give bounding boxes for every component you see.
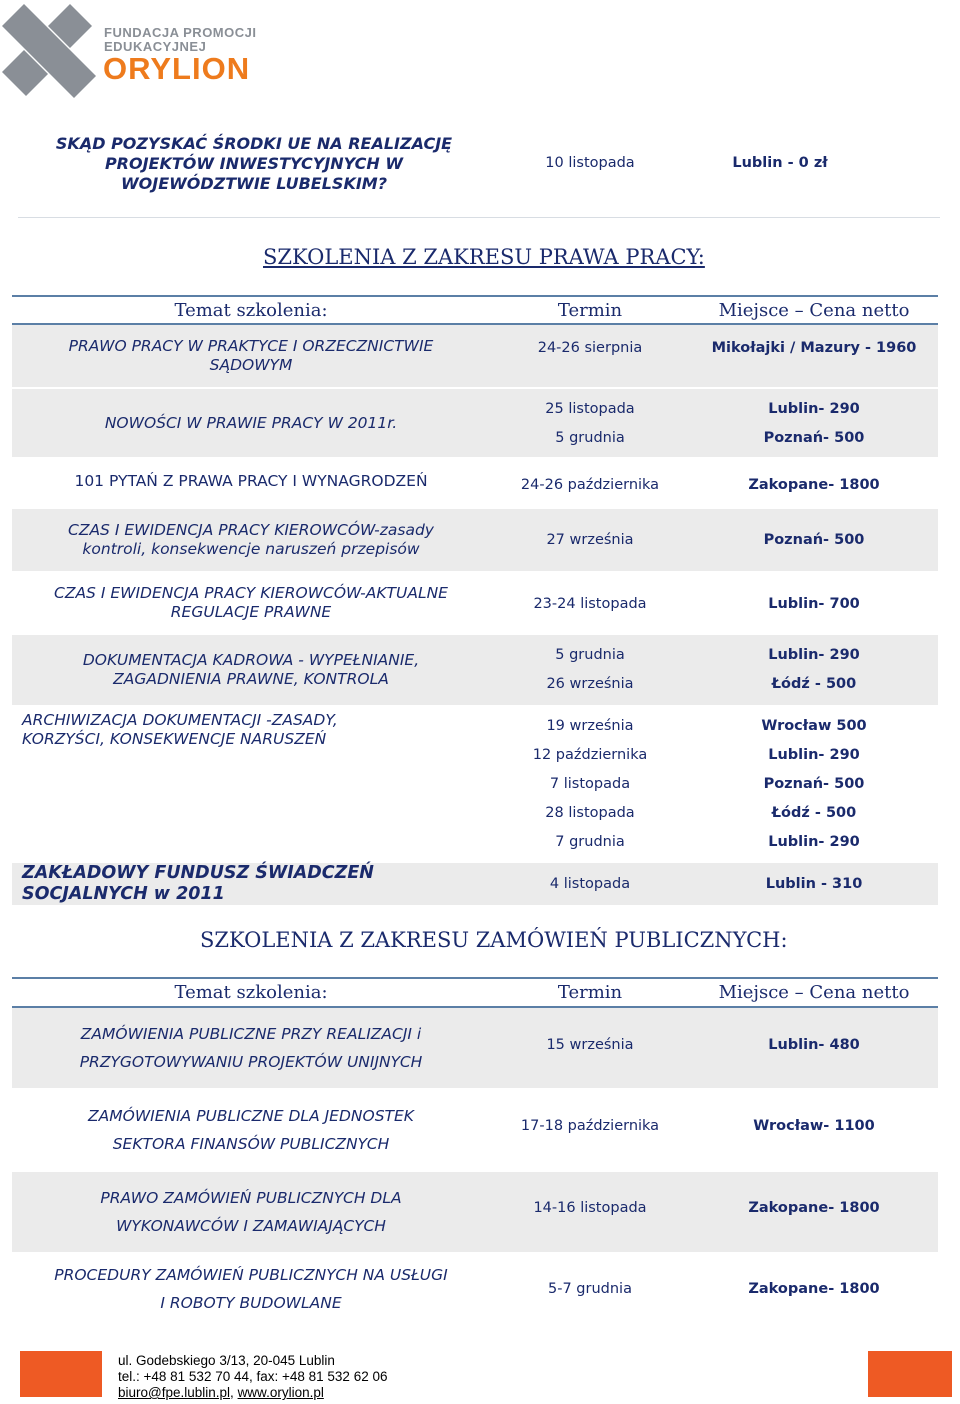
topic-line: SEKTORA FINANSÓW PUBLICZNYCH: [112, 1135, 390, 1153]
org-name-line1: FUNDACJA PROMOCJI: [104, 25, 257, 40]
table-row: [12, 635, 938, 705]
place-text: Łódź - 500: [771, 676, 857, 692]
topic-line: CZAS I EWIDENCJA PRACY KIEROWCÓW-AKTUALNE: [54, 584, 448, 602]
row-places: [690, 470, 938, 500]
org-name-brand: ORYLION: [103, 51, 251, 86]
row-topic: [12, 509, 490, 571]
topic-line: KORZYŚCI, KONSEKWENCJE NARUSZEŃ: [22, 730, 327, 748]
row-dates: [490, 869, 690, 899]
footer-contact: [118, 1385, 324, 1401]
topic-line: CZAS I EWIDENCJA PRACY KIEROWCÓW-zasady: [68, 521, 434, 539]
place-text: Wrocław 500: [761, 717, 867, 734]
header-topic: Temat szkolenia:: [174, 299, 328, 321]
topic-line: PRAWO PRACY W PRAKTYCE I ORZECZNICTWIE: [68, 337, 434, 355]
place-text: Mikołajki / Mazury - 1960: [711, 339, 917, 356]
row-dates: [490, 333, 690, 363]
intro-topic-line: WOJEWÓDZTWIE LUBELSKIM?: [121, 174, 387, 193]
row-places: [690, 395, 938, 453]
date-text: 23-24 listopada: [533, 595, 647, 612]
row-dates: [490, 1193, 690, 1223]
table-row: [12, 1008, 938, 1088]
row-dates: [490, 589, 690, 619]
table-row: [12, 1254, 938, 1334]
table-row: [12, 573, 938, 633]
header-term: Termin: [557, 981, 623, 1003]
org-name-line2: EDUKACYJNEJ: [104, 39, 207, 54]
header-term: Termin: [557, 299, 623, 321]
place-text: Zakopane- 1800: [748, 476, 880, 493]
date-text: 28 listopada: [545, 804, 635, 821]
date-text: 15 września: [546, 1036, 634, 1053]
intro-topic-line: SKĄD POZYSKAĆ ŚRODKI UE NA REALIZACJĘ: [55, 134, 453, 153]
row-topic: [12, 573, 490, 633]
date-text: 4 listopada: [549, 875, 631, 892]
footer-address: ul. Godebskiego 3/13, 20-045 Lublin: [118, 1353, 335, 1368]
topic-line: 101 PYTAŃ Z PRAWA PRACY I WYNAGRODZEŃ: [74, 471, 428, 490]
row-places: [690, 869, 938, 899]
topic-line: PROCEDURY ZAMÓWIEŃ PUBLICZNYCH NA USŁUGI: [54, 1266, 448, 1284]
intro-topic-line: PROJEKTÓW INWESTYCYJNYCH W: [104, 154, 404, 173]
place-text: Lublin - 0 zł: [732, 154, 828, 171]
row-topic: [12, 1008, 490, 1088]
topic-line: SOCJALNYCH w 2011: [22, 884, 225, 904]
place-text: Poznań- 500: [763, 430, 865, 446]
header-topic: Temat szkolenia:: [174, 981, 328, 1003]
topic-line: ZAMÓWIENIA PUBLICZNE DLA JEDNOSTEK: [88, 1107, 414, 1125]
place-text: Zakopane- 1800: [748, 1199, 880, 1216]
footer-accent-left: [20, 1351, 102, 1397]
topic-line: PRZYGOTOWYWANIU PROJEKTÓW UNIJNYCH: [79, 1053, 423, 1071]
place-text: Lublin- 290: [768, 401, 860, 417]
place-text: Łódź - 500: [771, 804, 857, 821]
row-topic: [12, 635, 490, 705]
row-places: [690, 333, 938, 363]
place-text: Zakopane- 1800: [748, 1280, 880, 1297]
table-row: [12, 863, 938, 905]
topic-line: NOWOŚCI W PRAWIE PRACY W 2011r.: [104, 413, 398, 432]
section-title-labor-law: SZKOLENIA Z ZAKRESU PRAWA PRACY:: [263, 245, 705, 269]
place-text: Lublin- 290: [768, 746, 860, 763]
row-places: [690, 641, 938, 699]
topic-line: REGULACJE PRAWNE: [170, 603, 332, 621]
topic-line: ZAKŁADOWY FUNDUSZ ŚWIADCZEŃ: [22, 863, 374, 883]
table-row: [12, 711, 938, 861]
topic-line: WYKONAWCÓW I ZAMAWIAJĄCYCH: [116, 1217, 386, 1235]
place-text: Lublin - 310: [765, 875, 863, 892]
row-dates: [490, 641, 690, 699]
table-row: [12, 389, 938, 457]
footer-website-link[interactable]: www.orylion.pl: [237, 1385, 324, 1400]
header-place: Miejsce – Cena netto: [718, 299, 910, 321]
row-places: [690, 589, 938, 619]
section-title-public-procurement: SZKOLENIA Z ZAKRESU ZAMÓWIEŃ PUBLICZNYCH:: [200, 928, 788, 952]
date-text: 24-26 sierpnia: [537, 339, 643, 356]
date-text: 19 września: [546, 717, 634, 734]
row-topic: [12, 1090, 490, 1170]
row-topic: [12, 711, 500, 861]
table-header: [12, 979, 938, 1005]
place-text: Lublin- 480: [768, 1036, 860, 1053]
date-text: 5 grudnia: [555, 647, 625, 663]
row-topic: [12, 1172, 490, 1252]
place-text: Poznań- 500: [763, 531, 865, 548]
date-text: 7 listopada: [549, 775, 631, 792]
row-dates: [490, 1274, 690, 1304]
row-places: [690, 1193, 938, 1223]
row-dates: [490, 1111, 690, 1141]
row-dates: [490, 525, 690, 555]
table-row: [12, 460, 938, 506]
header-place: Miejsce – Cena netto: [718, 981, 910, 1003]
table-row: [12, 509, 938, 571]
divider: [18, 217, 940, 218]
date-text: 5 grudnia: [555, 430, 625, 446]
table-row: [12, 1090, 938, 1170]
row-places: [690, 1030, 938, 1060]
footer-separator: ,: [230, 1385, 234, 1400]
topic-line: ARCHIWIZACJA DOKUMENTACJI -ZASADY,: [22, 711, 338, 729]
topic-line: I ROBOTY BUDOWLANE: [160, 1294, 342, 1312]
date-text: 14-16 listopada: [533, 1199, 647, 1216]
date-text: 27 września: [546, 531, 634, 548]
footer-phones: tel.: +48 81 532 70 44, fax: +48 81 532 62 06: [118, 1369, 388, 1384]
topic-line: ZAGADNIENIA PRAWNE, KONTROLA: [113, 670, 389, 688]
row-topic: [12, 325, 490, 387]
table-row: [12, 325, 938, 387]
date-text: 25 listopada: [545, 401, 635, 417]
place-text: Poznań- 500: [763, 775, 865, 792]
date-text: 26 września: [546, 676, 634, 692]
topic-line: ZAMÓWIENIA PUBLICZNE PRZY REALIZACJI i: [80, 1025, 422, 1043]
row-dates: [490, 711, 690, 857]
table-header: [12, 297, 938, 323]
place-text: Lublin- 290: [768, 833, 860, 850]
row-topic: [12, 460, 490, 502]
intro-date: [490, 148, 690, 178]
intro-row: [12, 132, 938, 196]
footer-accent-right: [868, 1351, 952, 1397]
topic-line: SĄDOWYM: [209, 356, 293, 374]
row-places: [690, 1274, 938, 1304]
date-text: 10 listopada: [545, 154, 635, 171]
date-text: 24-26 października: [520, 476, 660, 493]
date-text: 17-18 października: [520, 1117, 660, 1134]
row-places: [690, 525, 938, 555]
topic-line: PRAWO ZAMÓWIEŃ PUBLICZNYCH DLA: [100, 1189, 402, 1207]
date-text: 7 grudnia: [555, 833, 625, 850]
intro-topic: [12, 132, 496, 196]
intro-place: [672, 148, 888, 178]
place-text: Wrocław- 1100: [753, 1117, 875, 1134]
row-topic: [12, 389, 490, 457]
place-text: Lublin- 700: [768, 595, 860, 612]
date-text: 5-7 grudnia: [548, 1280, 632, 1297]
row-topic: [12, 1254, 490, 1324]
footer-email-link[interactable]: biuro@fpe.lublin.pl: [118, 1385, 231, 1400]
date-text: 12 października: [532, 746, 648, 763]
topic-line: DOKUMENTACJA KADROWA - WYPEŁNIANIE,: [82, 651, 420, 669]
row-dates: [490, 1030, 690, 1060]
place-text: Lublin- 290: [768, 647, 860, 663]
row-dates: [490, 470, 690, 500]
row-places: [690, 1111, 938, 1141]
row-places: [690, 711, 938, 857]
table-row: [12, 1172, 938, 1252]
row-dates: [490, 395, 690, 453]
row-topic: [12, 863, 500, 905]
topic-line: kontroli, konsekwencje naruszeń przepisów: [82, 540, 420, 558]
